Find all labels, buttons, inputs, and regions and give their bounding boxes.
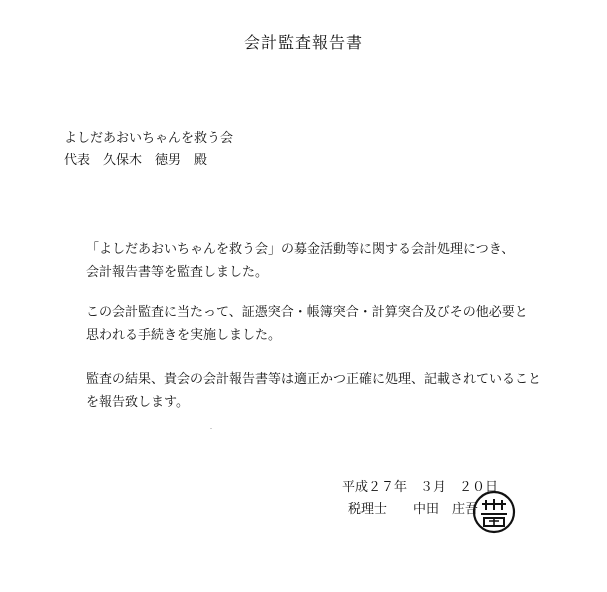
addressee-organization: よしだあおいちゃんを救う会 [64,131,234,146]
scan-speck [210,428,212,429]
paragraph-line: 監査の結果、貴会の会計報告書等は適正かつ正確に処理、記載されていること [86,372,542,387]
paragraph-1 [86,238,514,284]
paragraph-line: 会計報告書等を監査しました。 [86,265,269,280]
paragraph-line: を報告致します。 [86,395,189,410]
paragraph-3 [86,368,541,414]
paragraph-line: この会計監査に当たって、証憑突合・帳簿突合・計算突合及びその他必要と [86,305,528,320]
signer-name: 税理士 中田 庄吾 [348,502,479,517]
paragraph-line: 「よしだあおいちゃんを救う会」の募金活動等に関する会計処理につき、 [86,242,515,257]
document-date: 平成２７年 ３月 ２０日 [342,480,499,495]
seal-stamp-icon [472,490,516,534]
paragraph-line: 思われる手続きを実施しました。 [86,328,282,343]
paragraph-2 [86,301,528,347]
addressee-block [64,128,233,172]
addressee-representative: 代表 久保木 徳男 殿 [64,153,208,168]
document-title: 会計監査報告書 [243,33,363,52]
